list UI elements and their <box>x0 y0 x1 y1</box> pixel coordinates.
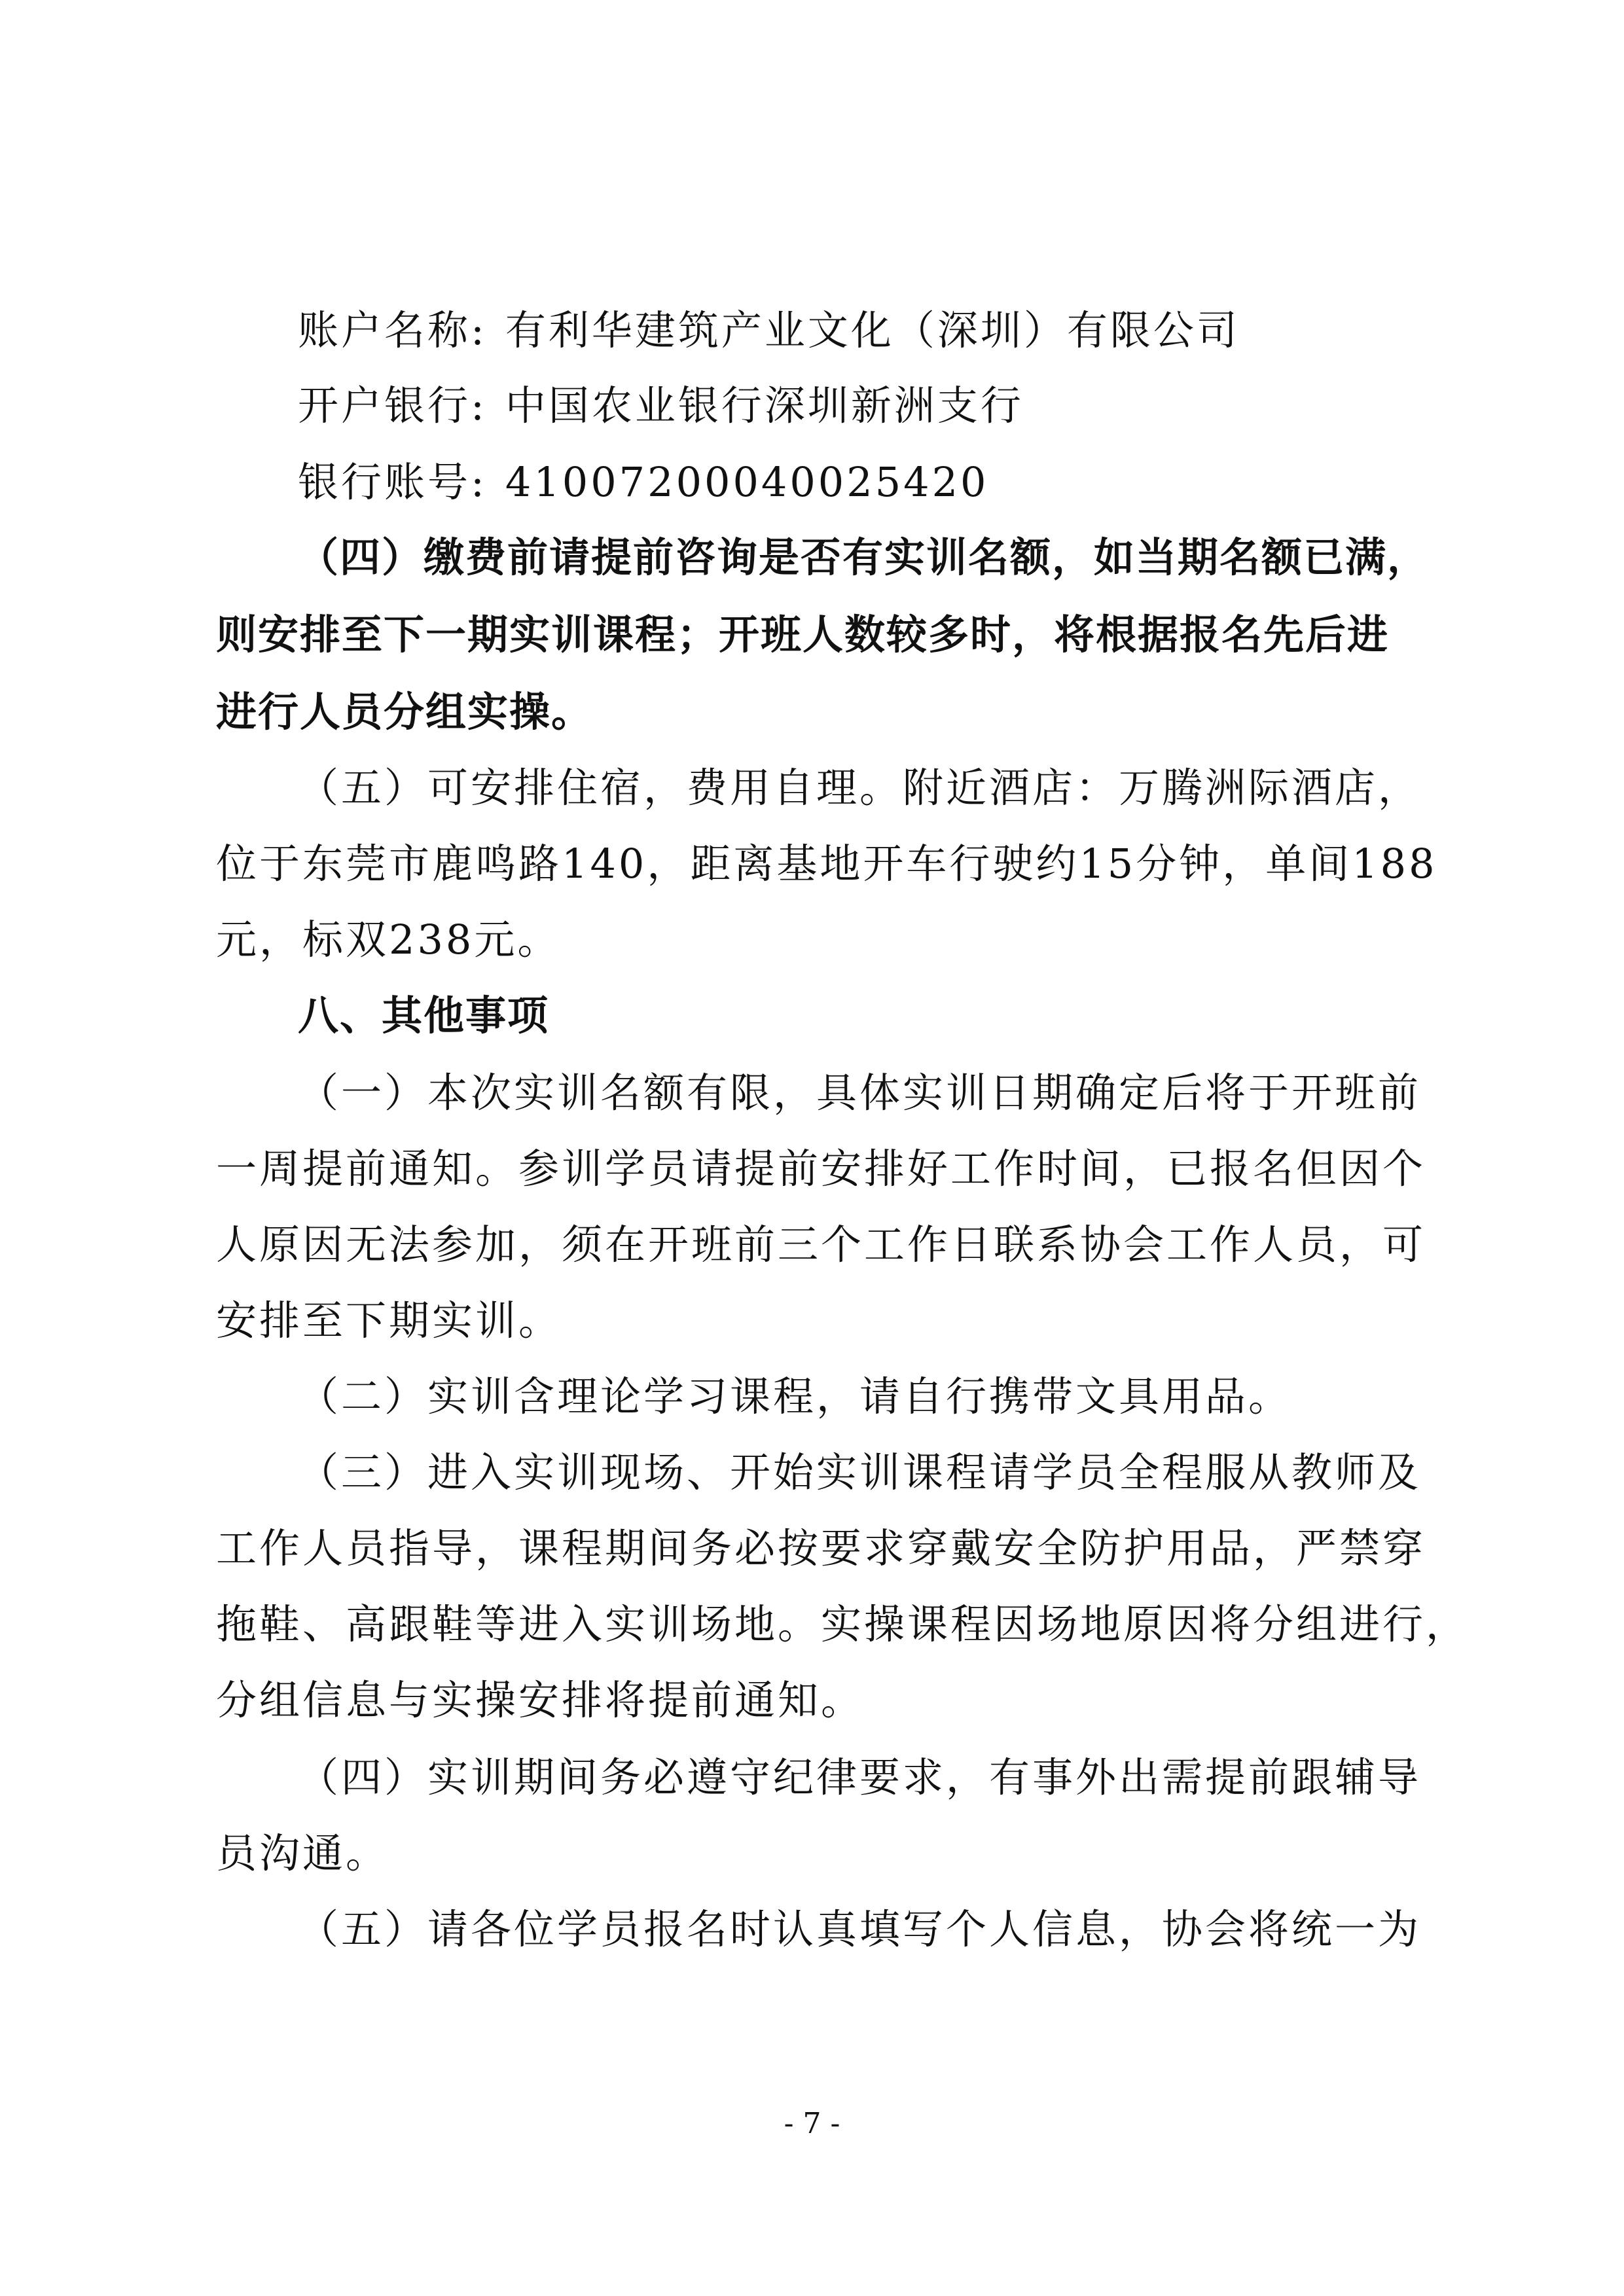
notice-five-line-3: 元，标双238元。 <box>216 916 561 963</box>
account-number-value: 41007200040025420 <box>505 458 989 506</box>
account-name-row <box>0 304 1624 357</box>
item-three-line-4: 分组信息与实操安排将提前通知。 <box>216 1676 865 1724</box>
bank-row <box>0 380 1624 432</box>
item-five-line-1: （五）请各位学员报名时认真填写个人信息，协会将统一为 <box>298 1905 1422 1953</box>
notice-four-line-2: 则安排至下一期实训课程；开班人数较多时，将根据报名先后进 <box>216 611 1390 658</box>
account-number-label: 银行账号: <box>298 458 487 506</box>
item-one-line-3: 人原因无法参加，须在开班前三个工作日联系协会工作人员，可 <box>216 1221 1426 1268</box>
page-number: - 7 - <box>784 2107 840 2140</box>
item-one-line-1: （一）本次实训名额有限，具体实训日期确定后将于开班前 <box>298 1069 1422 1117</box>
item-four-line-1: （四）实训期间务必遵守纪律要求，有事外出需提前跟辅导 <box>298 1753 1422 1801</box>
notice-four-line-1: （四）缴费前请提前咨询是否有实训名额，如当期名额已满， <box>298 533 1430 581</box>
item-three-line-1: （三）进入实训现场、开始实训课程请学员全程服从教师及 <box>298 1448 1422 1496</box>
notice-five-line-1: （五）可安排住宿，费用自理。附近酒店：万腾洲际酒店， <box>298 764 1422 812</box>
account-name-value: 有利华建筑产业文化（深圳）有限公司 <box>505 306 1240 354</box>
item-one-line-2: 一周提前通知。参训学员请提前安排好工作时间，已报名但因个 <box>216 1145 1426 1193</box>
section-eight-heading: 八、其他事项 <box>298 992 550 1039</box>
item-three-line-3: 拖鞋、高跟鞋等进入实训场地。实操课程因场地原因将分组进行， <box>216 1600 1470 1648</box>
bank-label: 开户银行: <box>298 382 487 429</box>
account-number-row <box>0 456 1624 509</box>
item-four-line-2: 员沟通。 <box>216 1829 389 1877</box>
item-one-line-4: 安排至下期实训。 <box>216 1297 562 1344</box>
account-name-label: 账户名称: <box>298 306 487 354</box>
notice-five-line-2: 位于东莞市鹿鸣路140，距离基地开车行驶约15分钟，单间188 <box>216 840 1437 888</box>
notice-four-line-3: 进行人员分组实操。 <box>216 688 594 736</box>
item-three-line-2: 工作人员指导，课程期间务必按要求穿戴安全防护用品，严禁穿 <box>216 1524 1426 1572</box>
bank-value: 中国农业银行深圳新洲支行 <box>505 382 1024 429</box>
item-two-line-1: （二）实训含理论学习课程，请自行携带文具用品。 <box>298 1372 1292 1420</box>
